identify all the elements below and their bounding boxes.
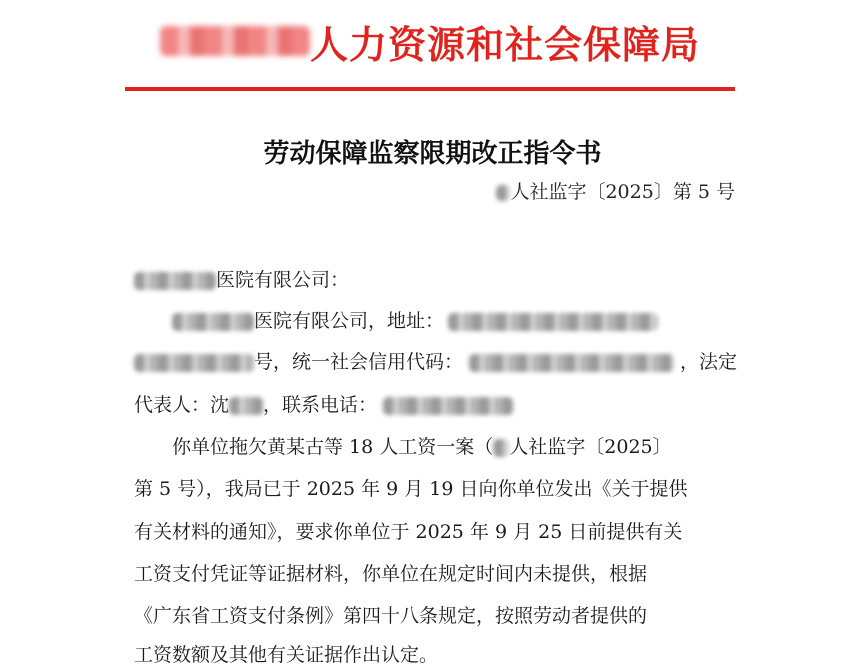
redacted-company-name <box>172 313 254 331</box>
redacted-address-cont <box>134 354 254 372</box>
paragraph1-line2: 号，统一社会信用代码： ，法定 <box>134 347 737 374</box>
paragraph1-line1: 医院有限公司，地址： <box>172 306 658 333</box>
paragraph1-line3: 代表人：沈 ，联系电话： <box>134 390 513 417</box>
redacted-credit-code <box>469 354 674 372</box>
document-number: 人社监字〔2025〕第 5 号 <box>496 177 735 204</box>
paragraph2-line1: 你单位拖欠黄某古等 18 人工资一案（ 人社监字〔2025〕 <box>172 436 672 458</box>
letterhead-red-rule <box>125 87 735 91</box>
paragraph2-line5: 《广东省工资支付条例》第四十八条规定，按照劳动者提供的 <box>134 605 648 627</box>
redacted-region-name <box>160 26 310 56</box>
letterhead <box>125 12 735 70</box>
redacted-phone <box>383 397 513 415</box>
paragraph2-line4: 工资支付凭证等证据材料，你单位在规定时间内未提供，根据 <box>134 563 648 585</box>
letterhead-org-name: 人力资源和社会保障局 <box>309 21 700 67</box>
document-title: 劳动保障监察限期改正指令书 <box>263 139 602 169</box>
redacted-address <box>448 313 658 331</box>
addressee: 医院有限公司： <box>134 265 349 292</box>
redacted-prefix <box>493 439 509 457</box>
paragraph2-line3: 有关材料的通知》，要求你单位于 2025 年 9 月 25 日前提供有关 <box>134 521 683 543</box>
paragraph2-line6: 工资数额及其他有关证据作出认定。 <box>134 644 439 666</box>
redacted-representative-name <box>229 397 263 415</box>
paragraph2-line2: 第 5 号），我局已于 2025 年 9 月 19 日向你单位发出《关于提供 <box>134 478 688 500</box>
redacted-prefix <box>496 185 510 201</box>
redacted-company-name <box>134 272 216 290</box>
